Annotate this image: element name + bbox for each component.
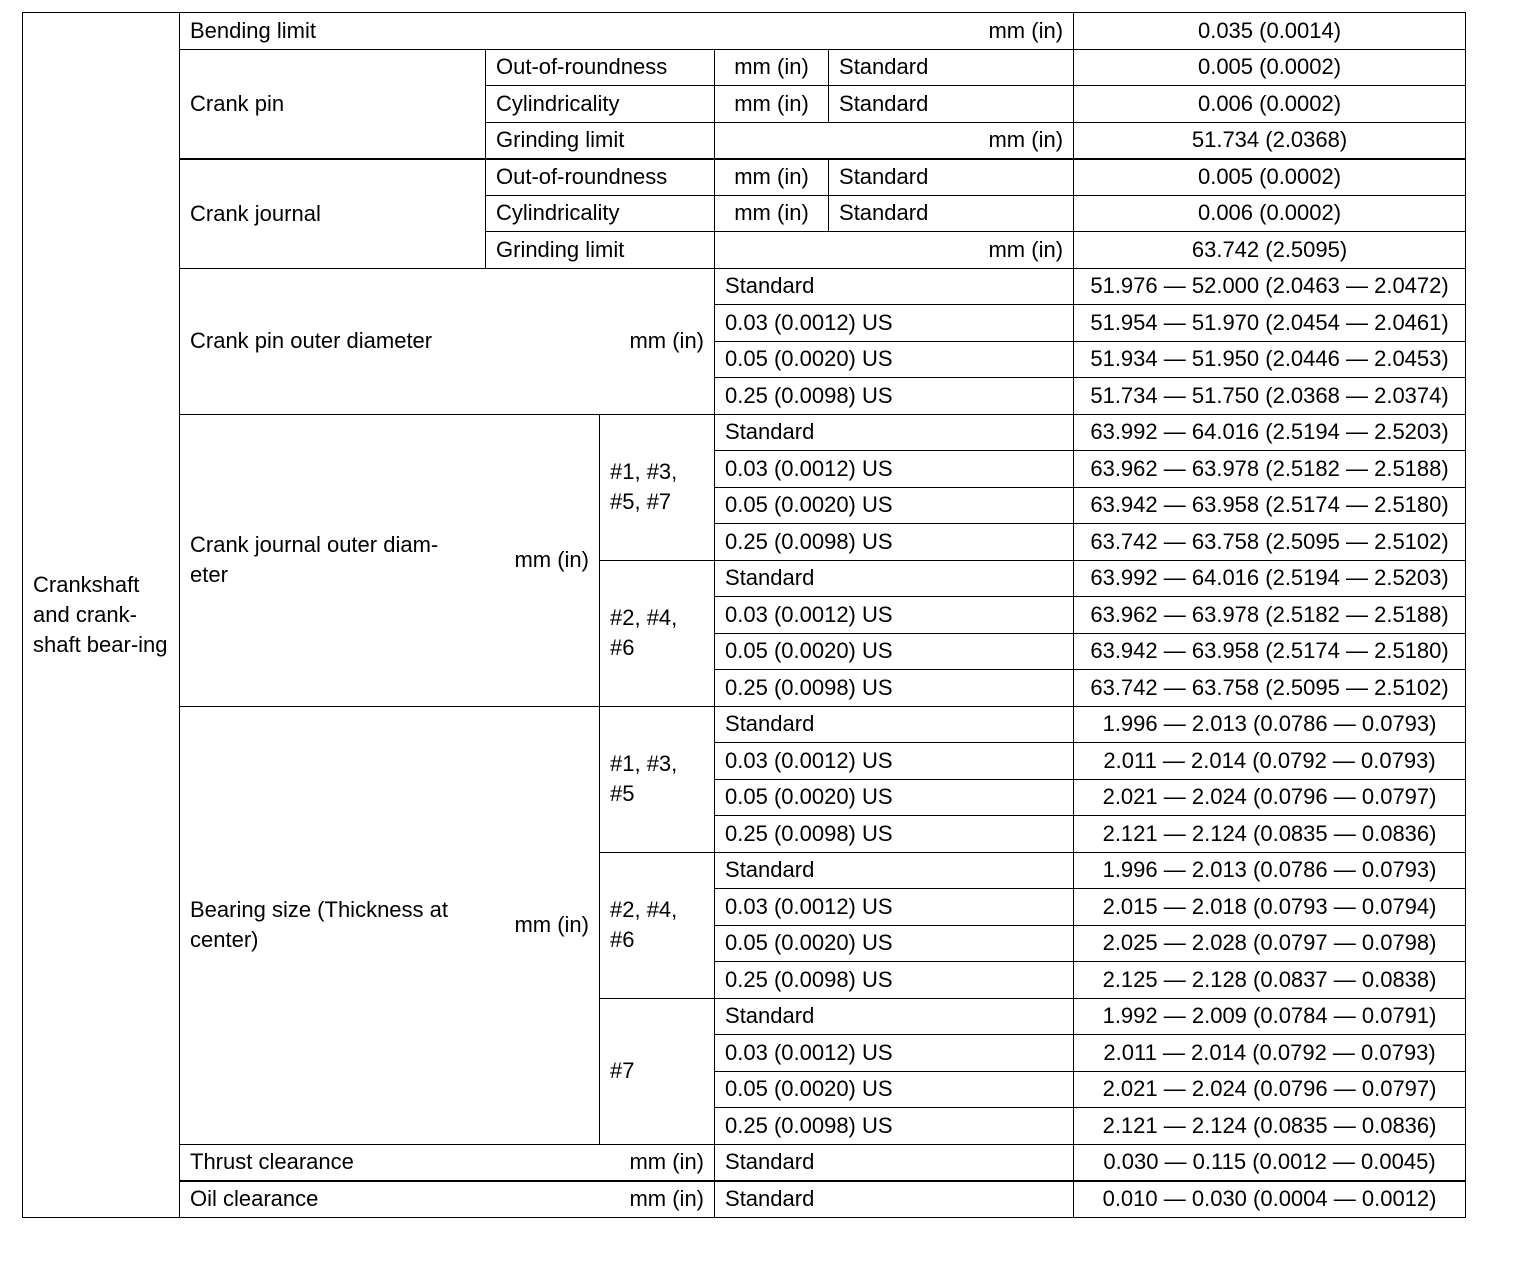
value-cell: 2.125 — 2.128 (0.0837 — 0.0838): [1074, 962, 1466, 999]
unit-label: mm (in): [715, 232, 1074, 269]
size-label: Standard: [715, 560, 1074, 597]
unit-label: mm (in): [715, 49, 829, 86]
value-cell: 63.962 — 63.978 (2.5182 — 2.5188): [1074, 451, 1466, 488]
row-label: Crank pin: [180, 49, 486, 159]
table-row: [23, 706, 1466, 743]
unit-label: mm (in): [486, 1181, 715, 1218]
item-label: Grinding limit: [486, 122, 715, 159]
size-label: 0.03 (0.0012) US: [715, 451, 1074, 488]
row-label: Crank journal outer diam-eter: [180, 414, 486, 706]
unit-label: mm (in): [715, 159, 829, 196]
size-label: 0.03 (0.0012) US: [715, 305, 1074, 342]
value-cell: 2.121 — 2.124 (0.0835 — 0.0836): [1074, 816, 1466, 853]
unit-label: mm (in): [486, 706, 600, 1144]
table-row: [23, 1144, 1466, 1181]
value-cell: 1.992 — 2.009 (0.0784 — 0.0791): [1074, 998, 1466, 1035]
value-cell: 2.021 — 2.024 (0.0796 — 0.0797): [1074, 1071, 1466, 1108]
size-label: Standard: [715, 1144, 1074, 1181]
item-label: Cylindricality: [486, 195, 715, 232]
value-cell: 51.954 — 51.970 (2.0454 — 2.0461): [1074, 305, 1466, 342]
value-cell: 0.006 (0.0002): [1074, 195, 1466, 232]
value-cell: 0.005 (0.0002): [1074, 49, 1466, 86]
value-cell: 2.011 — 2.014 (0.0792 — 0.0793): [1074, 743, 1466, 780]
row-label: Crank pin outer diameter: [180, 268, 486, 414]
row-label: Bearing size (Thickness at center): [180, 706, 486, 1144]
size-label: 0.05 (0.0020) US: [715, 487, 1074, 524]
unit-label: mm (in): [715, 195, 829, 232]
size-label: Standard: [715, 852, 1074, 889]
value-cell: 63.942 — 63.958 (2.5174 — 2.5180): [1074, 487, 1466, 524]
value-cell: 63.942 — 63.958 (2.5174 — 2.5180): [1074, 633, 1466, 670]
item-label: Out-of-roundness: [486, 159, 715, 196]
value-cell: 2.011 — 2.014 (0.0792 — 0.0793): [1074, 1035, 1466, 1072]
size-label: Standard: [715, 706, 1074, 743]
value-cell: 2.025 — 2.028 (0.0797 — 0.0798): [1074, 925, 1466, 962]
row-label: Oil clearance: [180, 1181, 486, 1218]
size-label: 0.03 (0.0012) US: [715, 743, 1074, 780]
size-label: 0.25 (0.0098) US: [715, 1108, 1074, 1145]
unit-label: mm (in): [715, 86, 829, 123]
size-label: 0.25 (0.0098) US: [715, 524, 1074, 561]
value-cell: 0.035 (0.0014): [1074, 13, 1466, 50]
journal-group-label: #2, #4, #6: [600, 852, 715, 998]
size-label: 0.25 (0.0098) US: [715, 816, 1074, 853]
condition-label: Standard: [829, 49, 1074, 86]
value-cell: 2.021 — 2.024 (0.0796 — 0.0797): [1074, 779, 1466, 816]
row-label: Thrust clearance: [180, 1144, 486, 1181]
condition-label: Standard: [829, 86, 1074, 123]
value-cell: 63.962 — 63.978 (2.5182 — 2.5188): [1074, 597, 1466, 634]
value-cell: 1.996 — 2.013 (0.0786 — 0.0793): [1074, 852, 1466, 889]
size-label: 0.25 (0.0098) US: [715, 670, 1074, 707]
size-label: 0.05 (0.0020) US: [715, 341, 1074, 378]
item-label: Cylindricality: [486, 86, 715, 123]
value-cell: 0.005 (0.0002): [1074, 159, 1466, 196]
table-row: [23, 1181, 1466, 1218]
unit-label: mm (in): [715, 122, 1074, 159]
value-cell: 63.992 — 64.016 (2.5194 — 2.5203): [1074, 560, 1466, 597]
section-label: Crankshaft and crank-shaft bear-ing: [23, 13, 180, 1218]
size-label: Standard: [715, 998, 1074, 1035]
size-label: 0.05 (0.0020) US: [715, 1071, 1074, 1108]
value-cell: 2.015 — 2.018 (0.0793 — 0.0794): [1074, 889, 1466, 926]
row-label: Crank journal: [180, 159, 486, 269]
table-row: [23, 414, 1466, 451]
journal-group-label: #7: [600, 998, 715, 1144]
value-cell: 51.976 — 52.000 (2.0463 — 2.0472): [1074, 268, 1466, 305]
size-label: 0.25 (0.0098) US: [715, 378, 1074, 415]
unit-label: mm (in): [486, 268, 715, 414]
item-label: Out-of-roundness: [486, 49, 715, 86]
value-cell: 63.992 — 64.016 (2.5194 — 2.5203): [1074, 414, 1466, 451]
condition-label: Standard: [829, 159, 1074, 196]
table-row: [23, 159, 1466, 196]
value-cell: 0.006 (0.0002): [1074, 86, 1466, 123]
size-label: Standard: [715, 1181, 1074, 1218]
size-label: 0.05 (0.0020) US: [715, 779, 1074, 816]
value-cell: 63.742 — 63.758 (2.5095 — 2.5102): [1074, 524, 1466, 561]
value-cell: 51.934 — 51.950 (2.0446 — 2.0453): [1074, 341, 1466, 378]
journal-group-label: #2, #4, #6: [600, 560, 715, 706]
value-cell: 63.742 — 63.758 (2.5095 — 2.5102): [1074, 670, 1466, 707]
size-label: 0.05 (0.0020) US: [715, 925, 1074, 962]
value-cell: 0.010 — 0.030 (0.0004 — 0.0012): [1074, 1181, 1466, 1218]
table-row: [23, 268, 1466, 305]
value-cell: 2.121 — 2.124 (0.0835 — 0.0836): [1074, 1108, 1466, 1145]
value-cell: 51.734 (2.0368): [1074, 122, 1466, 159]
condition-label: Standard: [829, 195, 1074, 232]
value-cell: 0.030 — 0.115 (0.0012 — 0.0045): [1074, 1144, 1466, 1181]
value-cell: 1.996 — 2.013 (0.0786 — 0.0793): [1074, 706, 1466, 743]
size-label: Standard: [715, 268, 1074, 305]
size-label: 0.03 (0.0012) US: [715, 1035, 1074, 1072]
size-label: 0.03 (0.0012) US: [715, 597, 1074, 634]
journal-group-label: #1, #3, #5: [600, 706, 715, 852]
crankshaft-spec-table: [22, 12, 1466, 1218]
unit-label: mm (in): [715, 13, 1074, 50]
journal-group-label: #1, #3, #5, #7: [600, 414, 715, 560]
value-cell: 51.734 — 51.750 (2.0368 — 2.0374): [1074, 378, 1466, 415]
unit-label: mm (in): [486, 1144, 715, 1181]
size-label: Standard: [715, 414, 1074, 451]
row-label: Bending limit: [180, 13, 715, 50]
unit-label: mm (in): [486, 414, 600, 706]
item-label: Grinding limit: [486, 232, 715, 269]
size-label: 0.03 (0.0012) US: [715, 889, 1074, 926]
table-row: [23, 49, 1466, 86]
size-label: 0.25 (0.0098) US: [715, 962, 1074, 999]
value-cell: 63.742 (2.5095): [1074, 232, 1466, 269]
size-label: 0.05 (0.0020) US: [715, 633, 1074, 670]
table-row: [23, 13, 1466, 50]
